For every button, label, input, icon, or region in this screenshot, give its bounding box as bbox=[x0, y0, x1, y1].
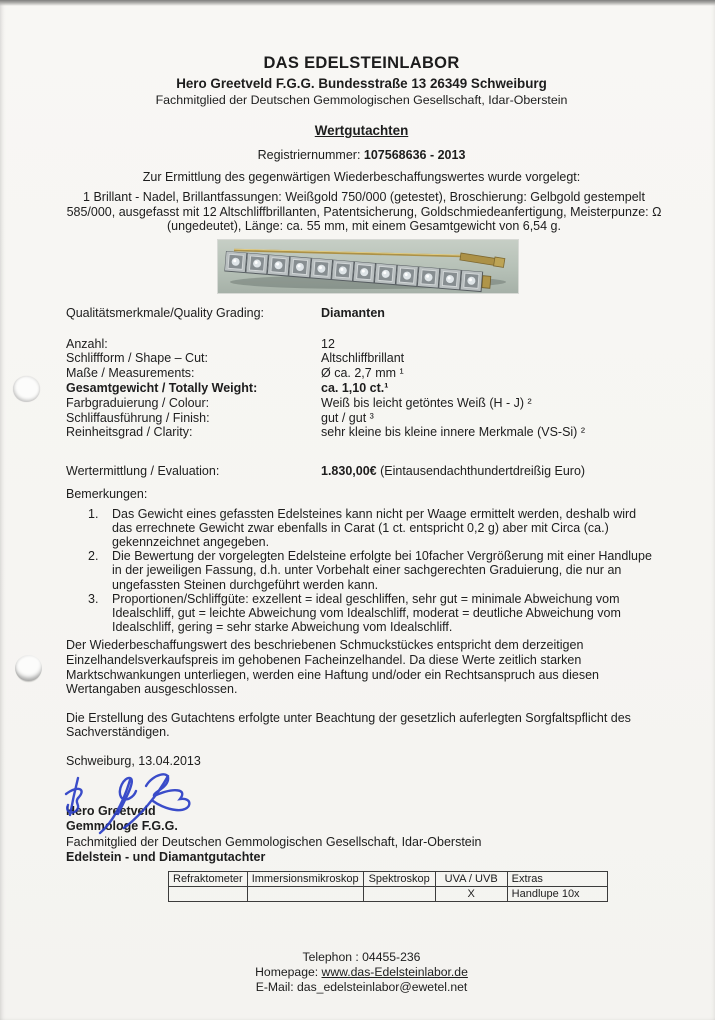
instrument-value bbox=[363, 887, 435, 902]
remarks-heading: Bemerkungen: bbox=[66, 486, 148, 501]
remarks-list bbox=[66, 507, 657, 635]
grading-value: 12 bbox=[321, 336, 335, 351]
grading-row bbox=[66, 351, 657, 366]
grading-label: Reinheitsgrad / Clarity: bbox=[66, 425, 193, 440]
grading-row bbox=[66, 411, 657, 426]
contact-telephone: Telephon : 04455-236 bbox=[302, 950, 421, 965]
grading-section-label: Qualitätsmerkmale/Quality Grading: bbox=[66, 305, 264, 320]
homepage-url: www.das-Edelsteinlabor.de bbox=[321, 965, 468, 980]
handwritten-signature bbox=[56, 770, 206, 842]
replacement-value-paragraph: Der Wiederbeschaffungswert des beschriebenen Schmuckstückes entspricht dem derzeitigen Einzelhandelsverkaufspreis im gehobenen Facheinzelhandel. Da diese Werte zeitlich starken Marktschwankungen unterliegen, werden eine Haftung und/oder ein Rechtsanspruch aus diesen Wertangaben ausgeschlossen. bbox=[66, 638, 599, 697]
instruments-table bbox=[168, 871, 608, 902]
contact-homepage bbox=[66, 965, 657, 980]
grading-value: sehr kleine bis kleine innere Merkmale (VS-Si) ² bbox=[321, 425, 585, 440]
lab-address: Hero Greetveld F.G.G. Bundesstraße 13 26349 Schweiburg bbox=[176, 76, 547, 91]
grading-value: Altschliffbrillant bbox=[321, 351, 405, 366]
due-diligence-paragraph: Die Erstellung des Gutachtens erfolgte unter Beachtung der gesetzlich auferlegten Sorgfaltspflicht des Sachverständigen. bbox=[66, 710, 631, 740]
instrument-value: Handlupe 10x bbox=[507, 887, 607, 902]
instruments-value-row bbox=[169, 887, 608, 902]
remark-text: Proportionen/Schliffgüte: exzellent = ideal geschliffen, sehr gut = minimale Abweichung vom Idealschliff, gut = leichte Abweichung vom Idealschliff, moderat = deutliche Abweichung vom Idealschliff, gering = sehr starke Abweichung vom Idealschliff. bbox=[112, 591, 621, 635]
instrument-value: X bbox=[435, 887, 507, 902]
registration-number: 107568636 - 2013 bbox=[363, 148, 466, 162]
signer-credential: Gemmologe F.G.G. bbox=[66, 819, 178, 834]
remark-text: Die Bewertung der vorgelegten Edelsteine erfolgte bei 10facher Vergrößerung mit einer Handlupe in der jeweiligen Fassung, d.h. unter Vorbehalt einer sachgerechten Graduierung, die nur an ungefassten Steinen durchgeführt werden kann. bbox=[112, 549, 652, 592]
registration-line bbox=[66, 148, 657, 163]
remark-text: Das Gewicht eines gefassten Edelsteines kann nicht per Waage ermittelt werden, deshalb wird das errechnete Gewicht zwar ebenfalls in Carat (1 ct. entspricht 0,2 g) aber mit Circa (ca.) gekennzeichnet angegeben. bbox=[112, 506, 637, 550]
grading-row bbox=[66, 366, 657, 381]
homepage-label: Homepage: bbox=[255, 965, 322, 980]
instrument-header: Extras bbox=[507, 872, 607, 887]
grading-row bbox=[66, 396, 657, 411]
jewellery-photo bbox=[218, 240, 518, 293]
signature-area bbox=[66, 768, 657, 804]
intro-line: Zur Ermittlung des gegenwärtigen Wiederbeschaffungswertes wurde vorgelegt: bbox=[142, 170, 581, 184]
remark-number: 2. bbox=[88, 549, 99, 564]
evaluation-value bbox=[321, 464, 657, 479]
remark-item bbox=[88, 549, 653, 592]
grading-row bbox=[66, 425, 657, 440]
evaluation-label: Wertermittlung / Evaluation: bbox=[66, 464, 220, 479]
signer-role: Edelstein - und Diamantgutachter bbox=[66, 849, 266, 864]
instrument-value bbox=[247, 887, 363, 902]
grading-label: Schliffausführung / Finish: bbox=[66, 410, 210, 425]
grading-label: Maße / Measurements: bbox=[66, 366, 195, 381]
grading-section-value: Diamanten bbox=[321, 305, 385, 320]
email-label: E-Mail: bbox=[255, 980, 298, 995]
contact-block bbox=[66, 950, 657, 995]
remark-item bbox=[88, 507, 653, 550]
evaluation-amount-words: (Eintausendachthundertdreißig Euro) bbox=[380, 464, 586, 479]
grading-header-row bbox=[66, 306, 657, 321]
document-title: Wertgutachten bbox=[314, 123, 409, 138]
signer-name: Hero Greetveld bbox=[66, 804, 156, 819]
grading-label: Schliffform / Shape – Cut: bbox=[66, 351, 208, 366]
instrument-header: Immersionsmikroskop bbox=[247, 872, 363, 887]
evaluation-row bbox=[66, 464, 657, 479]
instrument-header: Spektroskop bbox=[363, 872, 435, 887]
lab-name: DAS EDELSTEINLABOR bbox=[263, 54, 460, 72]
email-address: das_edelsteinlabor@ewetel.net bbox=[297, 980, 468, 995]
brooch-illustration bbox=[218, 240, 518, 293]
contact-email bbox=[66, 980, 657, 995]
instrument-header: UVA / UVB bbox=[435, 872, 507, 887]
grading-label: Gesamtgewicht / Totally Weight: bbox=[66, 380, 258, 395]
signer-membership: Fachmitglied der Deutschen Gemmologischen Gesellschaft, Idar-Oberstein bbox=[66, 834, 482, 849]
registration-label: Registriernummer: bbox=[257, 148, 361, 162]
place-date: Schweiburg, 13.04.2013 bbox=[66, 754, 201, 769]
grading-rows bbox=[66, 337, 657, 441]
grading-label: Anzahl: bbox=[66, 336, 108, 351]
grading-value: Ø ca. 2,7 mm ¹ bbox=[321, 366, 404, 381]
grading-section bbox=[66, 306, 657, 440]
instruments-header-row bbox=[169, 872, 608, 887]
instrument-value bbox=[169, 887, 248, 902]
grading-value: Weiß bis leicht getöntes Weiß (H - J) ² bbox=[321, 395, 532, 410]
grading-value: ca. 1,10 ct.¹ bbox=[321, 380, 389, 395]
item-description: 1 Brillant - Nadel, Brillantfassungen: Weißgold 750/000 (getestet), Broschierung: Gelbgold gestempelt 585/000, ausgefasst mit 12 Altschliffbrillanten, Patentsicherung, Goldschmiedeanfertigung, Meisterpunze: Ω (ungedeutet), Länge: ca. 55 mm, mit einem Gesamtgewicht von 6,54 g. bbox=[66, 190, 662, 234]
instrument-header: Refraktometer bbox=[169, 872, 248, 887]
grading-label: Farbgraduierung / Colour: bbox=[66, 395, 210, 410]
lab-membership: Fachmitglied der Deutschen Gemmologischen Gesellschaft, Idar-Oberstein bbox=[155, 93, 568, 107]
remark-number: 1. bbox=[88, 506, 99, 521]
letterhead bbox=[66, 54, 662, 234]
grading-value: gut / gut ³ bbox=[321, 410, 374, 425]
remark-number: 3. bbox=[88, 591, 99, 606]
evaluation-amount: 1.830,00€ bbox=[321, 464, 377, 479]
grading-row-total-weight bbox=[66, 381, 657, 396]
grading-row bbox=[66, 337, 657, 352]
remark-item bbox=[88, 592, 653, 635]
